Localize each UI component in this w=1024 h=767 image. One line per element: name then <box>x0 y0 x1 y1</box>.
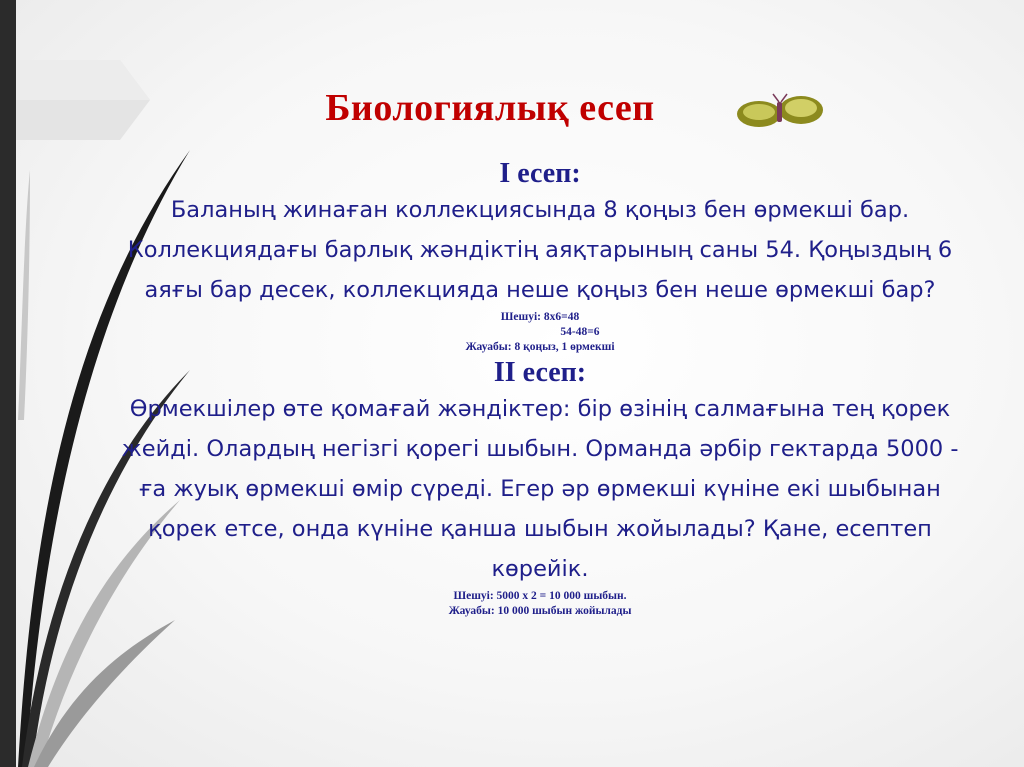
problem2-text: Өрмекшілер өте қомағай жәндіктер: бір өзінің салмағына тең қорек жейді. Олардың негізгі қорегі шыбын. Орманда әрбір гектарда 5000 - ға жуық өрмекші өмір сүреді. Егер әр өрмекші күніне екі шыбынан қорек етсе, онда күніне қанша шыбын жойылады? Қане, есептеп көрейік. <box>121 396 959 582</box>
problem2-answer: Жауабы: 10 000 шыбын жойылады <box>448 605 632 617</box>
problem1-heading: I есеп: <box>499 158 581 189</box>
slide-title: Биологиялық есеп <box>325 87 655 129</box>
problem2-solution: Шешуі: 5000 х 2 = 10 000 шыбын. <box>453 590 627 602</box>
slide-body <box>100 158 980 619</box>
butterfly-clipart <box>733 92 829 132</box>
problem1-solution-line1: Шешуі: 8х6=48 <box>500 311 580 323</box>
problem1-solution-line2: 54-48=6 <box>560 326 600 338</box>
problem1-answer: Жауабы: 8 қоңыз, 1 өрмекші <box>465 341 615 353</box>
problem2-heading: II есеп: <box>493 357 587 388</box>
problem1-text: Баланың жинаған коллекциясында 8 қоңыз бен өрмекші бар. Коллекциядағы барлық жәндіктің аяқтарының саны 54. Қоңыздың 6 аяғы бар десек, коллекцияда неше қоңыз бен неше өрмекші бар? <box>127 197 953 303</box>
